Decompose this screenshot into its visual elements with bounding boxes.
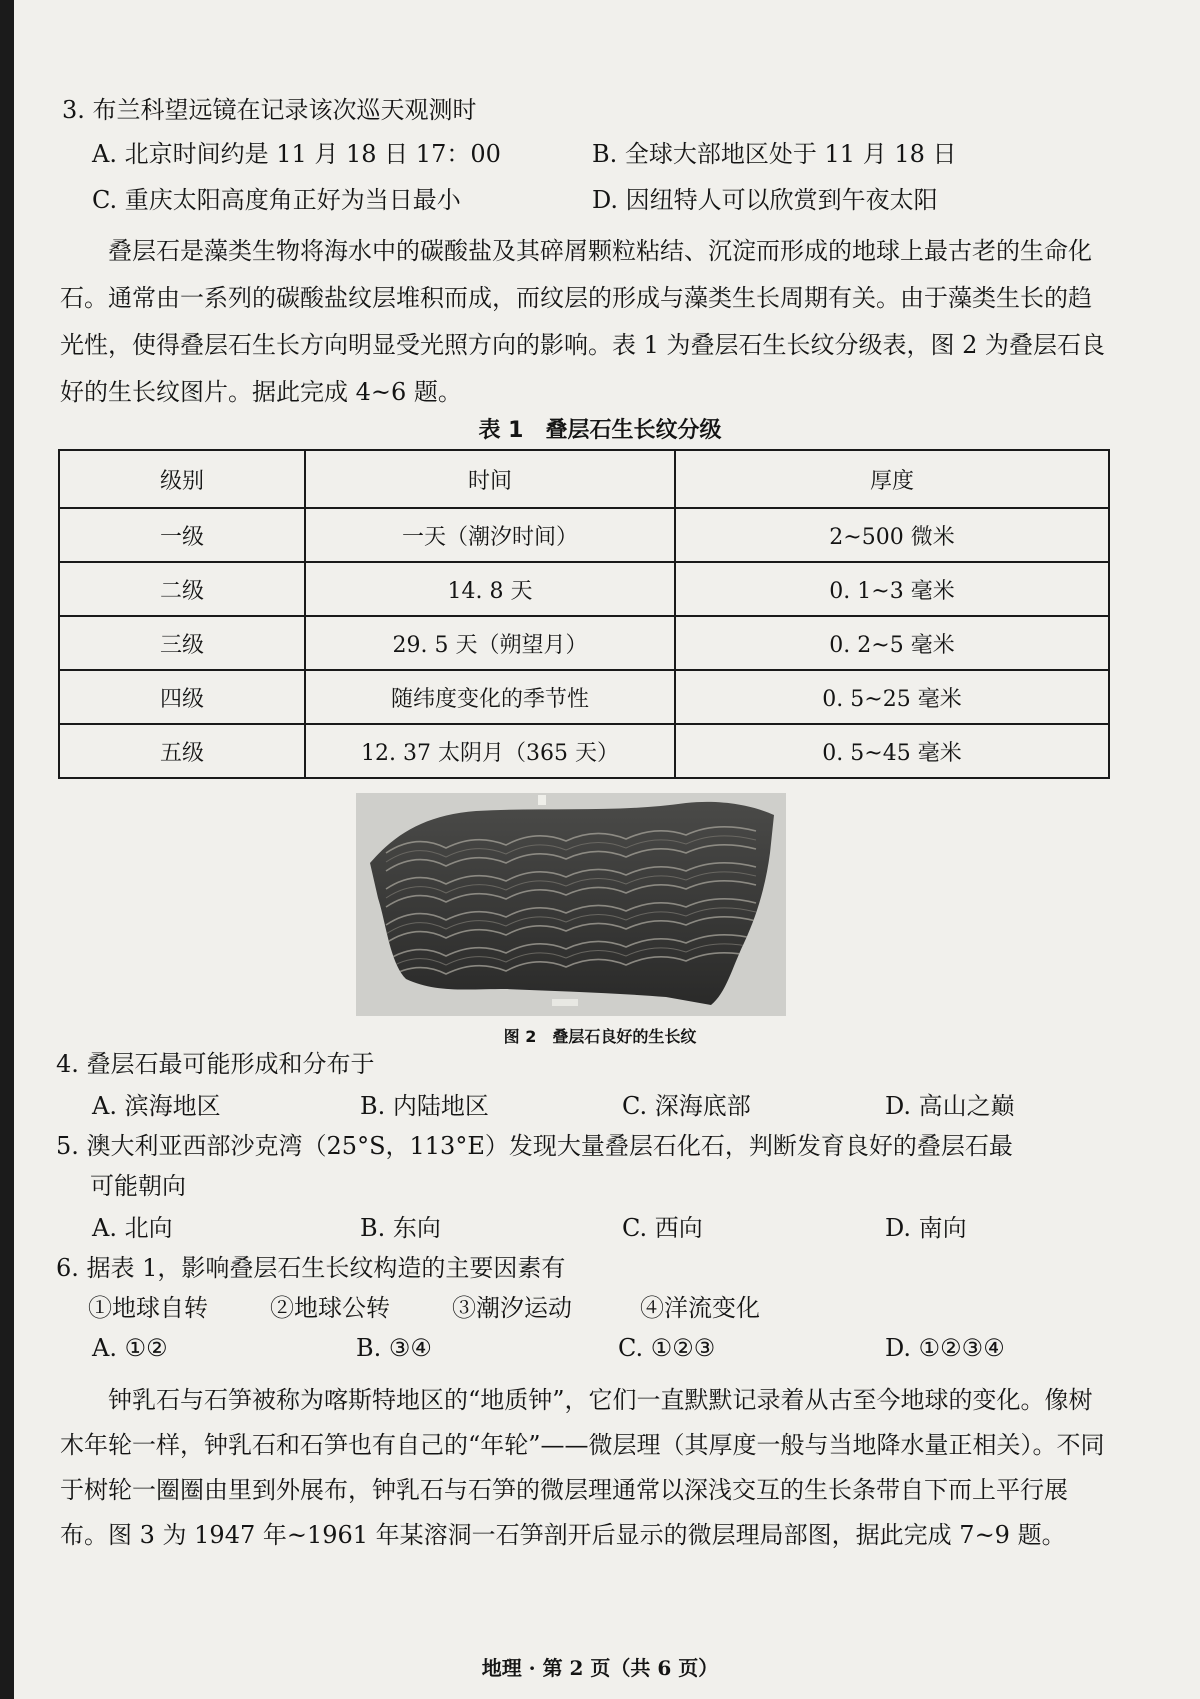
table-cell-grade: 二级 xyxy=(59,562,305,616)
table-header-thickness: 厚度 xyxy=(675,450,1109,508)
q6-factor-2: ②地球公转 xyxy=(270,1294,390,1322)
table-row xyxy=(59,670,1109,724)
table-cell-grade: 四级 xyxy=(59,670,305,724)
q3-option-c: C. 重庆太阳高度角正好为当日最小 xyxy=(92,186,461,214)
table-cell-grade: 三级 xyxy=(59,616,305,670)
q5-option-b: B. 东向 xyxy=(360,1214,441,1242)
q6-option-a: A. ①② xyxy=(92,1334,168,1362)
passage-stalagmite: 钟乳石与石笋被称为喀斯特地区的“地质钟”，它们一直默默记录着从古至今地球的变化。像树木年轮一样，钟乳石和石笋也有自己的“年轮”——微层理（其厚度一般与当地降水量正相关）。不同于树轮一圈圈由里到外展布，钟乳石与石笋的微层理通常以深浅交互的生长条带自下而上平行展布。图 3 为 1947 年~1961 年某溶洞一石笋剖开后显示的微层理局部图，据此完成 7~9 题。 xyxy=(60,1386,1105,1549)
table-row xyxy=(59,508,1109,562)
q5-option-d: D. 南向 xyxy=(885,1214,967,1242)
q6-option-d: D. ①②③④ xyxy=(885,1334,1005,1362)
q5-stem-line1: 5. 澳大利亚西部沙克湾（25°S，113°E）发现大量叠层石化石，判断发育良好的叠层石最 xyxy=(56,1132,1013,1160)
stromatolite-photo xyxy=(356,793,786,1016)
table-row xyxy=(59,562,1109,616)
table-cell-thickness: 0. 5~45 毫米 xyxy=(675,724,1109,778)
q6-factor-4: ④洋流变化 xyxy=(640,1294,760,1322)
table1 xyxy=(58,449,1110,779)
table-cell-thickness: 0. 1~3 毫米 xyxy=(675,562,1109,616)
table-header-time: 时间 xyxy=(305,450,675,508)
q4-stem: 4. 叠层石最可能形成和分布于 xyxy=(56,1050,375,1078)
q3-option-d: D. 因纽特人可以欣赏到午夜太阳 xyxy=(592,186,938,214)
passage-stromatolite: 叠层石是藻类生物将海水中的碳酸盐及其碎屑颗粒粘结、沉淀而形成的地球上最古老的生命化石。通常由一系列的碳酸盐纹层堆积而成，而纹层的形成与藻类生长周期有关。由于藻类生长的趋光性，使得叠层石生长方向明显受光照方向的影响。表 1 为叠层石生长纹分级表，图 2 为叠层石良好的生长纹图片。据此完成 4~6 题。 xyxy=(60,237,1106,406)
q5-stem-line2: 可能朝向 xyxy=(90,1172,186,1200)
q5-option-a: A. 北向 xyxy=(92,1214,173,1242)
q6-option-b: B. ③④ xyxy=(356,1334,432,1362)
table-cell-thickness: 0. 5~25 毫米 xyxy=(675,670,1109,724)
table-cell-time: 14. 8 天 xyxy=(305,562,675,616)
table-row xyxy=(59,616,1109,670)
table-cell-time: 随纬度变化的季节性 xyxy=(305,670,675,724)
figure2-caption: 图 2 叠层石良好的生长纹 xyxy=(503,1027,697,1046)
q3-stem: 3. 布兰科望远镜在记录该次巡天观测时 xyxy=(62,96,477,124)
stromatolite-image xyxy=(356,793,786,1016)
scan-edge xyxy=(0,0,14,1699)
q6-stem: 6. 据表 1，影响叠层石生长纹构造的主要因素有 xyxy=(56,1254,566,1282)
table-cell-time: 一天（潮汐时间） xyxy=(305,508,675,562)
q6-factor-3: ③潮汐运动 xyxy=(452,1294,572,1322)
q4-option-a: A. 滨海地区 xyxy=(92,1092,221,1120)
table-header-grade: 级别 xyxy=(59,450,305,508)
q5-option-c: C. 西向 xyxy=(622,1214,703,1242)
table-cell-time: 12. 37 太阴月（365 天） xyxy=(305,724,675,778)
q3-option-b: B. 全球大部地区处于 11 月 18 日 xyxy=(592,140,957,168)
q6-option-c: C. ①②③ xyxy=(618,1334,716,1362)
page-footer: 地理 · 第 2 页（共 6 页） xyxy=(481,1656,719,1680)
q4-option-c: C. 深海底部 xyxy=(622,1092,751,1120)
q6-factor-1: ①地球自转 xyxy=(88,1294,208,1322)
table-cell-thickness: 0. 2~5 毫米 xyxy=(675,616,1109,670)
q4-option-d: D. 高山之巅 xyxy=(885,1092,1015,1120)
table-cell-grade: 五级 xyxy=(59,724,305,778)
q4-option-b: B. 内陆地区 xyxy=(360,1092,489,1120)
q3-option-a: A. 北京时间约是 11 月 18 日 17：00 xyxy=(92,140,501,168)
table-header-row xyxy=(59,450,1109,508)
table-cell-thickness: 2~500 微米 xyxy=(675,508,1109,562)
table-cell-grade: 一级 xyxy=(59,508,305,562)
table-row xyxy=(59,724,1109,778)
table1-caption: 表 1 叠层石生长纹分级 xyxy=(478,418,722,443)
table-cell-time: 29. 5 天（朔望月） xyxy=(305,616,675,670)
